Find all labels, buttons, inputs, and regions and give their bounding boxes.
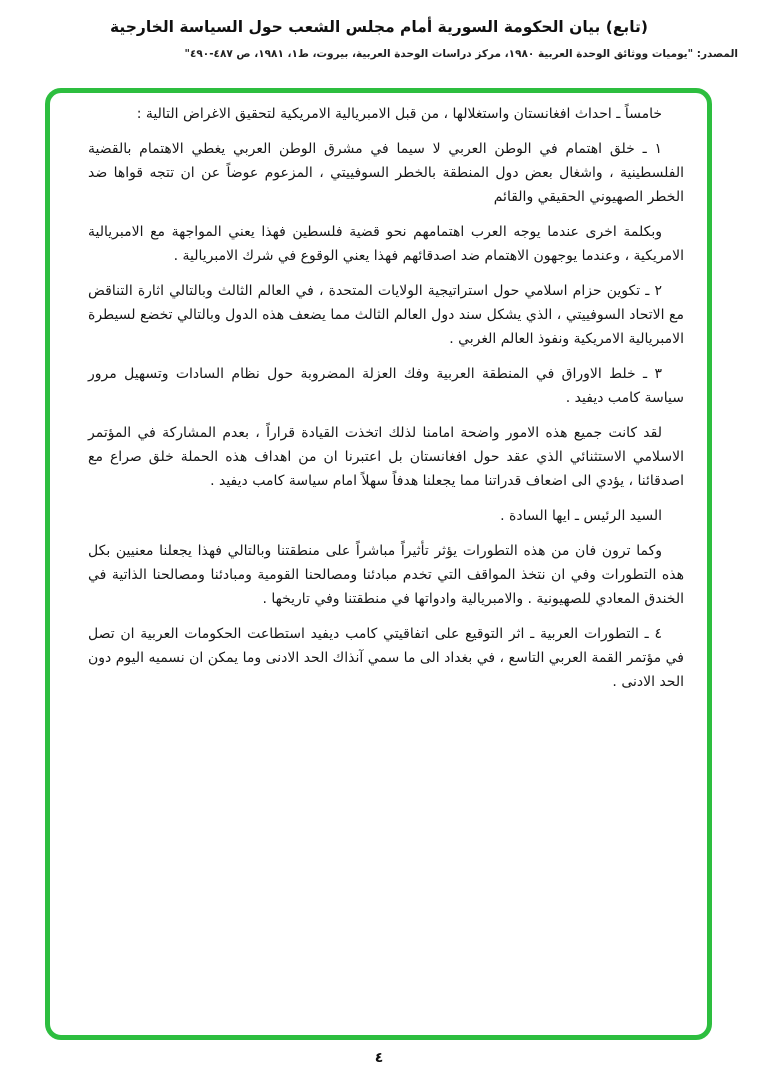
paragraph-conclusion: لقد كانت جميع هذه الامور واضحة امامنا لذلك اتخذت القيادة قراراً ، بعدم المشاركة في المؤتمر الاسلامي الاستثنائي الذي عقد حول افغانستان بل اعتبرنا ان من اهداف هذه الحملة خلق صراع مع اصدقائنا ، يؤدي الى اضعاف قدراتنا مما يجعلنا هدفاً سهلاً امام سياسة كامب ديفيد . xyxy=(88,425,684,489)
paragraph-point-3: ٣ ـ خلط الاوراق في المنطقة العربية وفك العزلة المضروبة حول نظام السادات وتسهيل مرور سياسة كامب ديفيد . xyxy=(88,366,684,406)
paragraph-point-2: ٢ ـ تكوين حزام اسلامي حول استراتيجية الولايات المتحدة ، في العالم الثالث وبالتالي اثارة التناقض مع الاتحاد السوفييتي ، الذي يشكل سند دول العالم الثالث مما يضعف هذه الدول وبالتالي تخضع لسيطرة الامبريالية الامريكية ونفوذ العالم الغربي . xyxy=(88,283,684,347)
paragraph-point-4: ٤ ـ التطورات العربية ـ اثر التوقيع على اتفاقيتي كامب ديفيد استطاعت الحكومات العربية ان تصل في مؤتمر القمة العربي التاسع ، في بغداد الى ما سمي آنذاك الحد الادنى وما يمكن ان نسميه اليوم دون الحد الادنى . xyxy=(88,626,684,690)
paragraph-point-1: ١ ـ خلق اهتمام في الوطن العربي لا سيما في مشرق الوطن العربي يغطي الاهتمام بالقضية الفلسطينية ، واشغال بعض دول المنطقة بالخطر السوفييتي ، المزعوم عوضاً عن ان تتجه قواها ضد الخطر الصهيوني الحقيقي والقائم xyxy=(88,141,684,205)
paragraph-point-1-cont: وبكلمة اخرى عندما يوجه العرب اهتمامهم نحو قضية فلسطين فهذا يعني المواجهة مع الامبريالية الامريكية ، وعندما يوجهون الاهتمام ضد اصدقائهم فهذا يعني الوقوع في شرك الامبريالية . xyxy=(88,224,684,264)
body-text xyxy=(88,102,684,694)
page-header xyxy=(0,0,758,62)
paragraph-developments: وكما ترون فان من هذه التطورات يؤثر تأثيراً مباشراً على منطقتنا وبالتالي فهذا يجعلنا معنيين بكل هذه التطورات وفي ان نتخذ المواقف التي تخدم مبادئنا ومصالحنا القومية ومبادئنا ومصالحنا الذاتية في الخندق المعادي للصهيونية . والامبريالية وادواتها في منطقتنا وفي تاريخها . xyxy=(88,543,684,607)
page-number: ٤ xyxy=(374,1050,384,1066)
source-citation: المصدر: "يوميات ووثائق الوحدة العربية ١٩٨٠، مركز دراسات الوحدة العربية، بيروت، ط١، ١٩٨١، ص ٤٨٧-٤٩٠" xyxy=(184,48,738,60)
document-title: (تابع) بيان الحكومة السورية أمام مجلس الشعب حول السياسة الخارجية xyxy=(110,18,648,36)
paragraph-intro-fifth: خامساً ـ احداث افغانستان واستغلالها ، من قبل الامبريالية الامريكية لتحقيق الاغراض التالية : xyxy=(136,106,662,122)
paragraph-address: السيد الرئيس ـ ايها السادة . xyxy=(500,508,662,524)
